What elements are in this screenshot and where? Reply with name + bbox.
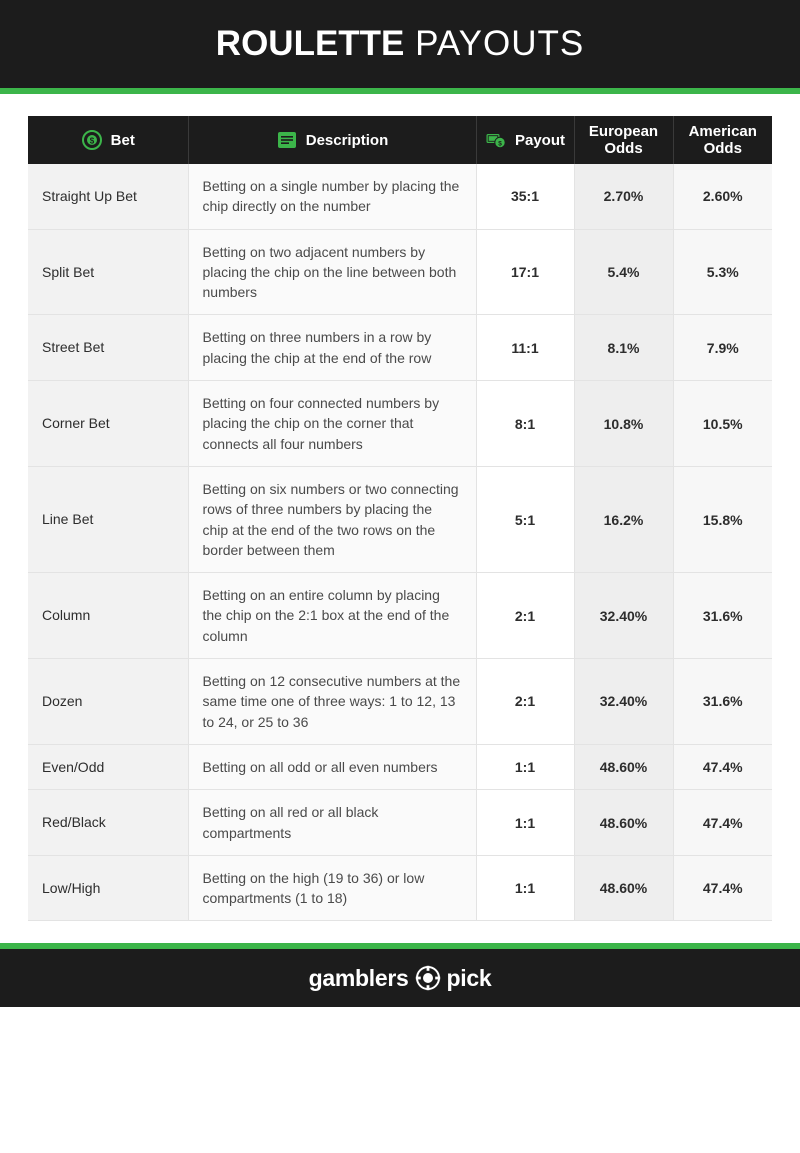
svg-text:$: $: [89, 136, 94, 146]
cell-bet: Dozen: [28, 659, 188, 745]
brand-name-left: gamblers: [308, 964, 409, 991]
page-body: [0, 94, 800, 921]
cell-description: Betting on two adjacent numbers by placing the chip on the line between both numbers: [188, 229, 476, 315]
roulette-payouts-table: [28, 116, 772, 921]
cell-bet: Low/High: [28, 855, 188, 921]
column-header-description-label: Description: [305, 131, 389, 149]
table-row: [28, 790, 772, 856]
cell-european-odds: 48.60%: [574, 790, 673, 856]
chip-icon: [415, 965, 441, 991]
table-row: [28, 315, 772, 381]
column-header-american-odds: [673, 116, 772, 164]
cell-european-odds: 2.70%: [574, 164, 673, 229]
cell-description: Betting on all red or all black compartments: [188, 790, 476, 856]
cell-payout: 1:1: [476, 855, 574, 921]
cell-bet: Even/Odd: [28, 744, 188, 789]
svg-text:$: $: [498, 140, 502, 148]
cell-description: Betting on all odd or all even numbers: [188, 744, 476, 789]
column-header-european-odds: [574, 116, 673, 164]
column-header-american-line1: American: [688, 122, 757, 140]
cell-american-odds: 10.5%: [673, 381, 772, 467]
cell-bet: Split Bet: [28, 229, 188, 315]
table-row: [28, 855, 772, 921]
table-row: [28, 381, 772, 467]
table-row: [28, 659, 772, 745]
cell-european-odds: 32.40%: [574, 573, 673, 659]
table-header-row: [28, 116, 772, 164]
cell-bet: Red/Black: [28, 790, 188, 856]
column-header-bet: [28, 116, 188, 164]
cell-european-odds: 10.8%: [574, 381, 673, 467]
cell-payout: 5:1: [476, 466, 574, 572]
table-row: [28, 573, 772, 659]
cell-american-odds: 5.3%: [673, 229, 772, 315]
brand-logo: [309, 965, 492, 992]
column-header-payout-label: Payout: [514, 131, 565, 149]
table-row: [28, 466, 772, 572]
cell-payout: 1:1: [476, 744, 574, 789]
cell-description: Betting on six numbers or two connecting rows of three numbers by placing the chip at the end of the two rows on the border between them: [188, 466, 476, 572]
cell-payout: 11:1: [476, 315, 574, 381]
table-body: [28, 164, 772, 921]
column-header-description: [188, 116, 476, 164]
cell-european-odds: 8.1%: [574, 315, 673, 381]
cell-bet: Column: [28, 573, 188, 659]
cell-description: Betting on the high (19 to 36) or low compartments (1 to 18): [188, 855, 476, 921]
cell-payout: 17:1: [476, 229, 574, 315]
cell-european-odds: 48.60%: [574, 744, 673, 789]
table-row: [28, 744, 772, 789]
cell-payout: 2:1: [476, 573, 574, 659]
cell-payout: 2:1: [476, 659, 574, 745]
cell-description: Betting on four connected numbers by placing the chip on the corner that connects all four numbers: [188, 381, 476, 467]
cell-bet: Street Bet: [28, 315, 188, 381]
cell-description: Betting on 12 consecutive numbers at the same time one of three ways: 1 to 12, 13 to 24, or 25 to 36: [188, 659, 476, 745]
cell-american-odds: 7.9%: [673, 315, 772, 381]
cell-american-odds: 31.6%: [673, 573, 772, 659]
brand-name-right: pick: [446, 964, 492, 991]
page-title: [216, 24, 584, 64]
page-header: [0, 0, 800, 88]
cell-american-odds: 15.8%: [673, 466, 772, 572]
cell-american-odds: 47.4%: [673, 790, 772, 856]
table-row: [28, 229, 772, 315]
cell-description: Betting on an entire column by placing the chip on the 2:1 box at the end of the column: [188, 573, 476, 659]
table-row: [28, 164, 772, 229]
cell-european-odds: 48.60%: [574, 855, 673, 921]
cell-bet: Corner Bet: [28, 381, 188, 467]
column-header-payout: [476, 116, 574, 164]
cell-american-odds: 2.60%: [673, 164, 772, 229]
column-header-bet-label: Bet: [110, 131, 135, 149]
cell-bet: Straight Up Bet: [28, 164, 188, 229]
list-lines-icon: [276, 129, 298, 151]
page-title-light: PAYOUTS: [404, 24, 585, 63]
column-header-american-line2: Odds: [703, 140, 742, 157]
cell-american-odds: 31.6%: [673, 659, 772, 745]
cell-european-odds: 5.4%: [574, 229, 673, 315]
money-chip-icon: [485, 129, 507, 151]
page-footer: [0, 949, 800, 1007]
chip-dollar-icon: [81, 129, 103, 151]
cell-bet: Line Bet: [28, 466, 188, 572]
cell-description: Betting on a single number by placing the chip directly on the number: [188, 164, 476, 229]
cell-description: Betting on three numbers in a row by placing the chip at the end of the row: [188, 315, 476, 381]
cell-payout: 1:1: [476, 790, 574, 856]
cell-european-odds: 32.40%: [574, 659, 673, 745]
column-header-european-line2: Odds: [604, 140, 643, 157]
cell-payout: 35:1: [476, 164, 574, 229]
cell-european-odds: 16.2%: [574, 466, 673, 572]
cell-american-odds: 47.4%: [673, 855, 772, 921]
cell-american-odds: 47.4%: [673, 744, 772, 789]
column-header-european-line1: European: [588, 122, 659, 140]
cell-payout: 8:1: [476, 381, 574, 467]
page-title-bold: ROULETTE: [215, 24, 405, 63]
